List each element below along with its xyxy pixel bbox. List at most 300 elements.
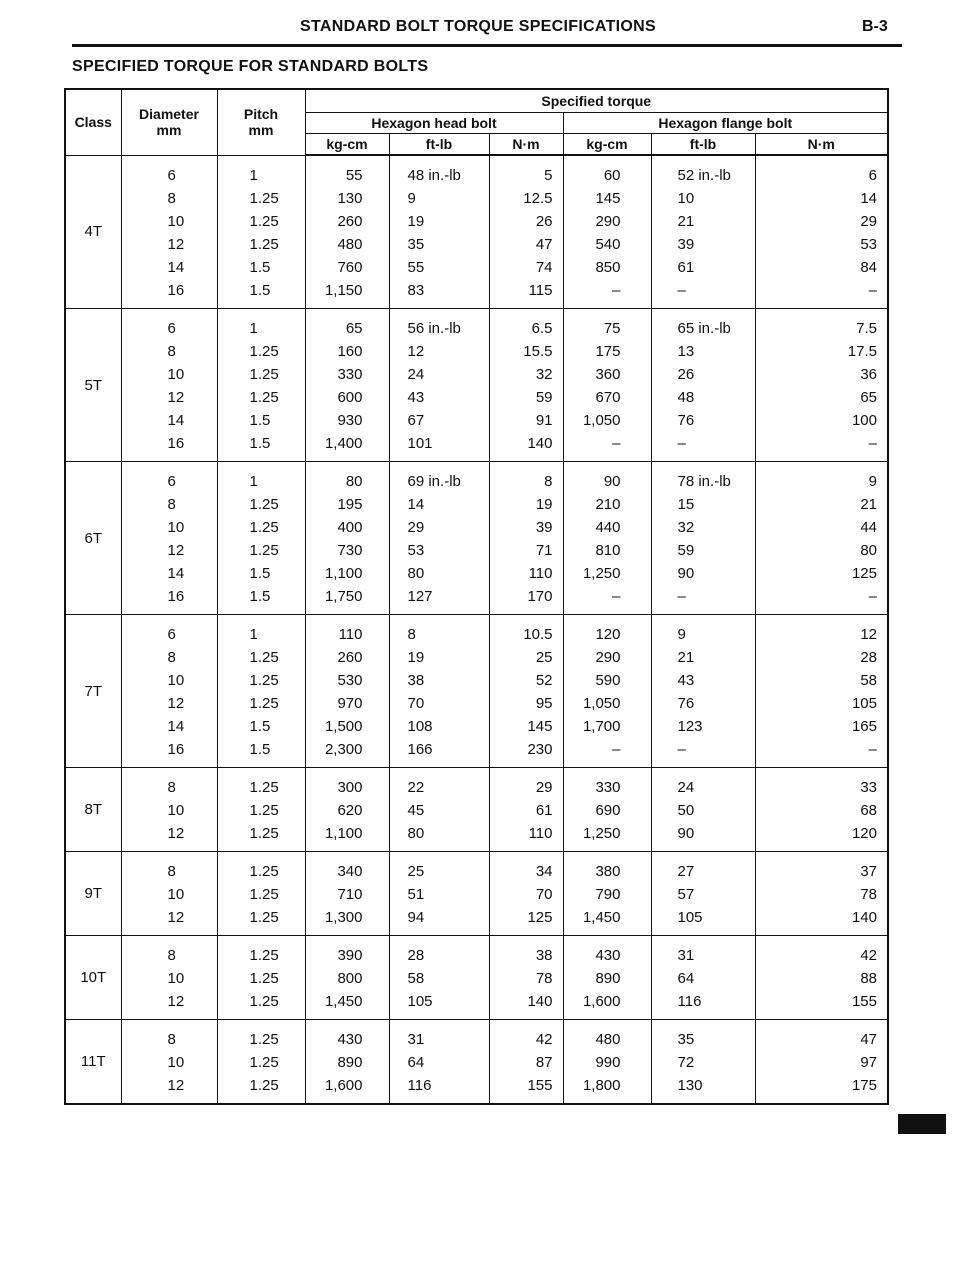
table-cell bbox=[121, 462, 217, 615]
table-cell bbox=[755, 768, 888, 852]
flange-kgcm-value: 60 bbox=[603, 167, 621, 184]
table-cell bbox=[305, 936, 389, 1020]
diameter-value: 16 bbox=[167, 281, 185, 299]
table-row-group bbox=[65, 1020, 888, 1105]
flange-kgcm-value: 1,450 bbox=[582, 909, 621, 926]
head-nm-value: 5 bbox=[544, 167, 553, 184]
header-flange-nm: N·m bbox=[755, 134, 888, 156]
flange-nm-value: 29 bbox=[860, 213, 877, 230]
table-cell bbox=[489, 1020, 563, 1105]
diameter-value: 6 bbox=[167, 166, 176, 184]
diameter-value: 12 bbox=[167, 825, 185, 842]
flange-kgcm-value: 1,250 bbox=[582, 825, 621, 842]
table-cell bbox=[651, 936, 755, 1020]
diameter-value: 6 bbox=[167, 320, 176, 337]
head-ftlb-value: 9 bbox=[407, 190, 416, 207]
head-kgcm-value: 760 bbox=[337, 259, 363, 276]
header-head-kgcm: kg-cm bbox=[305, 134, 389, 156]
head-ftlb-value: 22 bbox=[407, 779, 425, 796]
pitch-value: 1.25 bbox=[249, 212, 279, 230]
flange-ftlb-value: 13 bbox=[677, 343, 695, 360]
header-flange-kgcm: kg-cm bbox=[563, 134, 651, 156]
diameter-value: 8 bbox=[167, 189, 176, 207]
pitch-value: 1.5 bbox=[249, 258, 271, 276]
head-nm-value: 140 bbox=[527, 993, 553, 1010]
head-nm-value: 47 bbox=[535, 236, 553, 253]
head-nm-value: 29 bbox=[535, 779, 553, 796]
head-kgcm-value: 1,500 bbox=[324, 718, 363, 735]
table-cell bbox=[217, 615, 305, 768]
head-ftlb-value: 38 bbox=[407, 672, 425, 689]
head-kgcm-value: 480 bbox=[337, 236, 363, 253]
head-nm-value: 61 bbox=[535, 802, 553, 819]
table-cell bbox=[489, 615, 563, 768]
head-kgcm-value: 260 bbox=[337, 649, 363, 666]
flange-ftlb-value: 90 bbox=[677, 565, 695, 582]
head-kgcm-value: 710 bbox=[337, 886, 363, 903]
flange-nm-value: 47 bbox=[860, 1031, 877, 1048]
table-cell bbox=[755, 615, 888, 768]
flange-kgcm-value: 430 bbox=[595, 947, 621, 964]
flange-nm-value: 17.5 bbox=[847, 343, 877, 360]
flange-nm-value: 97 bbox=[860, 1054, 877, 1071]
bolt-class: 11T bbox=[65, 1020, 121, 1105]
table-cell bbox=[305, 1020, 389, 1105]
flange-ftlb-value: – bbox=[677, 588, 686, 605]
flange-ftlb-value: 116 bbox=[677, 993, 702, 1010]
head-ftlb-value: 101 bbox=[407, 435, 433, 452]
flange-nm-value: 155 bbox=[851, 993, 877, 1010]
flange-kgcm-value: 1,050 bbox=[582, 695, 621, 712]
flange-ftlb-value: 15 bbox=[677, 496, 695, 513]
diameter-value: 12 bbox=[167, 695, 185, 712]
table-cell bbox=[121, 1020, 217, 1105]
head-ftlb-value: 45 bbox=[407, 802, 425, 819]
head-kgcm-value: 2,300 bbox=[324, 741, 363, 758]
diameter-value: 8 bbox=[167, 947, 176, 964]
head-nm-value: 25 bbox=[535, 649, 553, 666]
table-body bbox=[65, 155, 888, 1104]
torque-table-container bbox=[64, 88, 887, 1105]
flange-kgcm-value: 810 bbox=[595, 542, 621, 559]
head-nm-value: 74 bbox=[535, 259, 553, 276]
head-nm-value: 10.5 bbox=[523, 626, 553, 643]
table-row-group bbox=[65, 309, 888, 462]
flange-ftlb-value: 52 in.-lb bbox=[677, 167, 731, 184]
head-kgcm-value: 1,400 bbox=[324, 435, 363, 452]
diameter-value: 6 bbox=[167, 626, 176, 643]
table-row-group bbox=[65, 852, 888, 936]
head-nm-value: 42 bbox=[535, 1031, 553, 1048]
flange-kgcm-value: 790 bbox=[595, 886, 621, 903]
pitch-value: 1.5 bbox=[249, 718, 271, 735]
flange-kgcm-value: 290 bbox=[595, 649, 621, 666]
head-kgcm-value: 300 bbox=[337, 779, 363, 796]
flange-nm-value: 58 bbox=[860, 672, 877, 689]
pitch-value: 1.25 bbox=[249, 970, 279, 987]
bolt-class: 9T bbox=[65, 852, 121, 936]
table-row-group bbox=[65, 615, 888, 768]
head-nm-value: 91 bbox=[535, 412, 553, 429]
table-cell bbox=[305, 768, 389, 852]
flange-ftlb-value: 50 bbox=[677, 802, 695, 819]
table-cell bbox=[389, 852, 489, 936]
diameter-value: 8 bbox=[167, 779, 176, 796]
pitch-value: 1.5 bbox=[249, 588, 271, 605]
table-cell bbox=[563, 615, 651, 768]
table-cell bbox=[389, 155, 489, 309]
flange-kgcm-value: – bbox=[612, 741, 621, 758]
head-ftlb-value: 48 in.-lb bbox=[407, 167, 461, 184]
pitch-value: 1.5 bbox=[249, 565, 271, 582]
flange-kgcm-value: 850 bbox=[595, 259, 621, 276]
head-ftlb-value: 58 bbox=[407, 970, 425, 987]
flange-nm-value: 36 bbox=[860, 366, 877, 383]
pitch-value: 1.25 bbox=[249, 909, 279, 926]
head-nm-value: 6.5 bbox=[531, 320, 553, 337]
head-kgcm-value: 340 bbox=[337, 863, 363, 880]
flange-nm-value: 6 bbox=[868, 167, 877, 184]
table-cell bbox=[563, 1020, 651, 1105]
flange-kgcm-value: 1,250 bbox=[582, 565, 621, 582]
diameter-value: 12 bbox=[167, 909, 185, 926]
flange-kgcm-value: 360 bbox=[595, 366, 621, 383]
flange-kgcm-value: – bbox=[612, 435, 621, 452]
head-kgcm-value: 530 bbox=[337, 672, 363, 689]
flange-ftlb-value: 64 bbox=[677, 970, 695, 987]
table-cell bbox=[489, 852, 563, 936]
flange-kgcm-value: 590 bbox=[595, 672, 621, 689]
table-cell bbox=[121, 309, 217, 462]
head-nm-value: 95 bbox=[535, 695, 553, 712]
flange-nm-value: – bbox=[868, 741, 877, 758]
flange-nm-value: 88 bbox=[860, 970, 877, 987]
head-kgcm-value: 1,450 bbox=[324, 993, 363, 1010]
flange-kgcm-value: 210 bbox=[595, 496, 621, 513]
flange-ftlb-value: 10 bbox=[677, 190, 695, 207]
flange-nm-value: – bbox=[868, 282, 877, 299]
diameter-value: 10 bbox=[167, 672, 185, 689]
bolt-class: 7T bbox=[65, 615, 121, 768]
header-diameter bbox=[121, 89, 217, 155]
head-kgcm-value: 1,100 bbox=[324, 565, 363, 582]
pitch-value: 1.25 bbox=[249, 695, 279, 712]
table-cell bbox=[305, 852, 389, 936]
head-nm-value: 110 bbox=[528, 825, 553, 842]
head-ftlb-value: 94 bbox=[407, 909, 425, 926]
head-nm-value: 230 bbox=[527, 741, 553, 758]
flange-kgcm-value: 540 bbox=[595, 236, 621, 253]
head-ftlb-value: 35 bbox=[407, 236, 425, 253]
diameter-value: 8 bbox=[167, 863, 176, 880]
torque-table bbox=[64, 88, 889, 1105]
diameter-value: 8 bbox=[167, 1031, 176, 1048]
pitch-value: 1.25 bbox=[249, 649, 279, 666]
flange-ftlb-value: – bbox=[677, 741, 686, 758]
table-cell bbox=[217, 1020, 305, 1105]
header-pitch bbox=[217, 89, 305, 155]
flange-kgcm-value: 480 bbox=[595, 1031, 621, 1048]
pitch-value: 1.25 bbox=[249, 802, 279, 819]
section-title: SPECIFIED TORQUE FOR STANDARD BOLTS bbox=[72, 58, 429, 75]
flange-nm-value: 175 bbox=[851, 1077, 877, 1094]
table-cell bbox=[305, 309, 389, 462]
diameter-value: 8 bbox=[167, 496, 176, 513]
flange-kgcm-value: 290 bbox=[595, 213, 621, 230]
flange-nm-value: 14 bbox=[860, 190, 877, 207]
flange-nm-value: 28 bbox=[860, 649, 877, 666]
flange-ftlb-value: 26 bbox=[677, 366, 695, 383]
flange-nm-value: 44 bbox=[860, 519, 877, 536]
pitch-value: 1 bbox=[249, 320, 258, 337]
flange-kgcm-value: 890 bbox=[595, 970, 621, 987]
pitch-value: 1.25 bbox=[249, 235, 279, 253]
header-hexagon-head-bolt: Hexagon head bolt bbox=[305, 113, 563, 134]
head-kgcm-value: 260 bbox=[337, 213, 363, 230]
head-nm-value: 110 bbox=[528, 565, 553, 582]
table-cell bbox=[651, 615, 755, 768]
head-ftlb-value: 116 bbox=[407, 1077, 432, 1094]
head-ftlb-value: 127 bbox=[407, 588, 433, 605]
diameter-value: 12 bbox=[167, 389, 185, 406]
flange-ftlb-value: 39 bbox=[677, 236, 695, 253]
pitch-value: 1 bbox=[249, 626, 258, 643]
pitch-value: 1 bbox=[249, 166, 258, 184]
table-cell bbox=[389, 1020, 489, 1105]
head-kgcm-value: 600 bbox=[337, 389, 363, 406]
table-cell bbox=[489, 462, 563, 615]
flange-ftlb-value: 9 bbox=[677, 626, 686, 643]
flange-nm-value: 120 bbox=[851, 825, 877, 842]
diameter-value: 16 bbox=[167, 435, 185, 452]
table-cell bbox=[755, 1020, 888, 1105]
flange-ftlb-value: 61 bbox=[677, 259, 695, 276]
table-cell bbox=[389, 462, 489, 615]
page-number: B-3 bbox=[862, 18, 888, 35]
header-pitch-label: Pitch bbox=[243, 106, 279, 123]
flange-ftlb-value: 31 bbox=[677, 947, 695, 964]
head-ftlb-value: 51 bbox=[407, 886, 425, 903]
bolt-class: 4T bbox=[65, 155, 121, 309]
table-cell bbox=[651, 309, 755, 462]
flange-ftlb-value: 76 bbox=[677, 695, 695, 712]
table-cell bbox=[305, 155, 389, 309]
flange-ftlb-value: 90 bbox=[677, 825, 695, 842]
head-kgcm-value: 65 bbox=[345, 320, 363, 337]
head-ftlb-value: 70 bbox=[407, 695, 425, 712]
head-ftlb-value: 80 bbox=[407, 825, 425, 842]
head-nm-value: 155 bbox=[527, 1077, 553, 1094]
table-cell bbox=[389, 936, 489, 1020]
head-kgcm-value: 110 bbox=[338, 626, 363, 643]
pitch-value: 1.25 bbox=[249, 672, 279, 689]
pitch-value: 1.25 bbox=[249, 343, 279, 360]
diameter-value: 12 bbox=[167, 542, 185, 559]
diameter-value: 10 bbox=[167, 1054, 185, 1071]
table-cell bbox=[651, 768, 755, 852]
flange-nm-value: 37 bbox=[860, 863, 877, 880]
flange-kgcm-value: 1,600 bbox=[582, 993, 621, 1010]
flange-kgcm-value: 75 bbox=[603, 320, 621, 337]
bolt-class: 6T bbox=[65, 462, 121, 615]
head-ftlb-value: 83 bbox=[407, 282, 425, 299]
head-nm-value: 78 bbox=[535, 970, 553, 987]
head-nm-value: 140 bbox=[527, 435, 553, 452]
header-head-nm: N·m bbox=[489, 134, 563, 156]
diameter-value: 12 bbox=[167, 993, 185, 1010]
table-row-group bbox=[65, 768, 888, 852]
table-cell bbox=[217, 936, 305, 1020]
flange-kgcm-value: 1,700 bbox=[582, 718, 621, 735]
pitch-value: 1.25 bbox=[249, 189, 279, 207]
table-cell bbox=[121, 615, 217, 768]
head-kgcm-value: 430 bbox=[337, 1031, 363, 1048]
head-kgcm-value: 130 bbox=[337, 190, 363, 207]
head-ftlb-value: 53 bbox=[407, 542, 425, 559]
head-ftlb-value: 56 in.-lb bbox=[407, 320, 461, 337]
head-nm-value: 115 bbox=[528, 282, 553, 299]
head-kgcm-value: 55 bbox=[345, 167, 363, 184]
bolt-class: 5T bbox=[65, 309, 121, 462]
pitch-value: 1.5 bbox=[249, 412, 271, 429]
flange-ftlb-value: 21 bbox=[677, 649, 695, 666]
head-kgcm-value: 80 bbox=[345, 473, 363, 490]
document-title: STANDARD BOLT TORQUE SPECIFICATIONS bbox=[300, 18, 656, 35]
head-ftlb-value: 108 bbox=[407, 718, 433, 735]
table-cell bbox=[755, 936, 888, 1020]
flange-kgcm-value: 990 bbox=[595, 1054, 621, 1071]
flange-ftlb-value: 27 bbox=[677, 863, 695, 880]
diameter-value: 10 bbox=[167, 366, 185, 383]
head-nm-value: 19 bbox=[535, 496, 553, 513]
table-cell bbox=[389, 615, 489, 768]
table-cell bbox=[651, 1020, 755, 1105]
diameter-value: 12 bbox=[167, 235, 185, 253]
table-cell bbox=[563, 462, 651, 615]
flange-ftlb-value: 78 in.-lb bbox=[677, 473, 731, 490]
head-kgcm-value: 400 bbox=[337, 519, 363, 536]
flange-ftlb-value: 65 in.-lb bbox=[677, 320, 731, 337]
flange-ftlb-value: 21 bbox=[677, 213, 695, 230]
flange-kgcm-value: – bbox=[612, 282, 621, 299]
head-ftlb-value: 105 bbox=[407, 993, 433, 1010]
flange-nm-value: 53 bbox=[860, 236, 877, 253]
flange-nm-value: 33 bbox=[860, 779, 877, 796]
head-ftlb-value: 64 bbox=[407, 1054, 425, 1071]
head-ftlb-value: 166 bbox=[407, 741, 433, 758]
table-cell bbox=[755, 462, 888, 615]
head-ftlb-value: 25 bbox=[407, 863, 425, 880]
table-cell bbox=[755, 309, 888, 462]
flange-ftlb-value: 48 bbox=[677, 389, 695, 406]
diameter-value: 10 bbox=[167, 970, 185, 987]
bolt-class: 10T bbox=[65, 936, 121, 1020]
bolt-class: 8T bbox=[65, 768, 121, 852]
head-ftlb-value: 14 bbox=[407, 496, 425, 513]
diameter-value: 16 bbox=[167, 588, 185, 605]
table-cell bbox=[563, 936, 651, 1020]
flange-nm-value: 68 bbox=[860, 802, 877, 819]
table-cell bbox=[651, 155, 755, 309]
head-ftlb-value: 67 bbox=[407, 412, 425, 429]
header-head-ftlb: ft-lb bbox=[389, 134, 489, 156]
pitch-value: 1.25 bbox=[249, 1031, 279, 1048]
pitch-value: 1.25 bbox=[249, 886, 279, 903]
header-flange-ftlb: ft-lb bbox=[651, 134, 755, 156]
flange-ftlb-value: 24 bbox=[677, 779, 695, 796]
table-cell bbox=[389, 309, 489, 462]
table-row-group bbox=[65, 936, 888, 1020]
head-ftlb-value: 19 bbox=[407, 649, 425, 666]
section-tab-marker bbox=[898, 1114, 946, 1134]
flange-kgcm-value: 1,050 bbox=[582, 412, 621, 429]
head-kgcm-value: 970 bbox=[337, 695, 363, 712]
head-kgcm-value: 195 bbox=[337, 496, 363, 513]
table-cell bbox=[389, 768, 489, 852]
pitch-value: 1.25 bbox=[249, 993, 279, 1010]
flange-nm-value: 42 bbox=[860, 947, 877, 964]
flange-kgcm-value: 90 bbox=[603, 473, 621, 490]
head-kgcm-value: 620 bbox=[337, 802, 363, 819]
diameter-value: 16 bbox=[167, 741, 185, 758]
diameter-value: 10 bbox=[167, 519, 185, 536]
head-nm-value: 8 bbox=[544, 473, 553, 490]
head-nm-value: 87 bbox=[535, 1054, 553, 1071]
flange-nm-value: 12 bbox=[860, 626, 877, 643]
diameter-value: 14 bbox=[167, 412, 185, 429]
flange-kgcm-value: 175 bbox=[595, 343, 621, 360]
flange-ftlb-value: 35 bbox=[677, 1031, 695, 1048]
head-nm-value: 38 bbox=[535, 947, 553, 964]
table-cell bbox=[755, 852, 888, 936]
flange-kgcm-value: 670 bbox=[595, 389, 621, 406]
diameter-value: 6 bbox=[167, 473, 176, 490]
table-cell bbox=[489, 936, 563, 1020]
flange-nm-value: 21 bbox=[860, 496, 877, 513]
pitch-value: 1.25 bbox=[249, 496, 279, 513]
flange-nm-value: 105 bbox=[851, 695, 877, 712]
table-cell bbox=[489, 309, 563, 462]
table-cell bbox=[121, 155, 217, 309]
pitch-value: 1.25 bbox=[249, 947, 279, 964]
flange-ftlb-value: 76 bbox=[677, 412, 695, 429]
table-cell bbox=[489, 155, 563, 309]
head-nm-value: 125 bbox=[527, 909, 553, 926]
head-kgcm-value: 330 bbox=[337, 366, 363, 383]
flange-ftlb-value: 123 bbox=[677, 718, 703, 735]
head-nm-value: 170 bbox=[527, 588, 553, 605]
head-kgcm-value: 1,600 bbox=[324, 1077, 363, 1094]
flange-ftlb-value: 59 bbox=[677, 542, 695, 559]
flange-nm-value: 78 bbox=[860, 886, 877, 903]
header-class: Class bbox=[65, 89, 121, 155]
flange-ftlb-value: – bbox=[677, 435, 686, 452]
header-diameter-unit: mm bbox=[156, 122, 182, 139]
pitch-value: 1 bbox=[249, 473, 258, 490]
head-kgcm-value: 890 bbox=[337, 1054, 363, 1071]
flange-kgcm-value: – bbox=[612, 588, 621, 605]
diameter-value: 10 bbox=[167, 212, 185, 230]
flange-ftlb-value: 130 bbox=[677, 1077, 703, 1094]
table-cell bbox=[563, 155, 651, 309]
head-ftlb-value: 29 bbox=[407, 519, 425, 536]
head-ftlb-value: 80 bbox=[407, 565, 425, 582]
head-ftlb-value: 69 in.-lb bbox=[407, 473, 461, 490]
flange-ftlb-value: 43 bbox=[677, 672, 695, 689]
head-kgcm-value: 930 bbox=[337, 412, 363, 429]
flange-kgcm-value: 380 bbox=[595, 863, 621, 880]
flange-nm-value: – bbox=[868, 435, 877, 452]
